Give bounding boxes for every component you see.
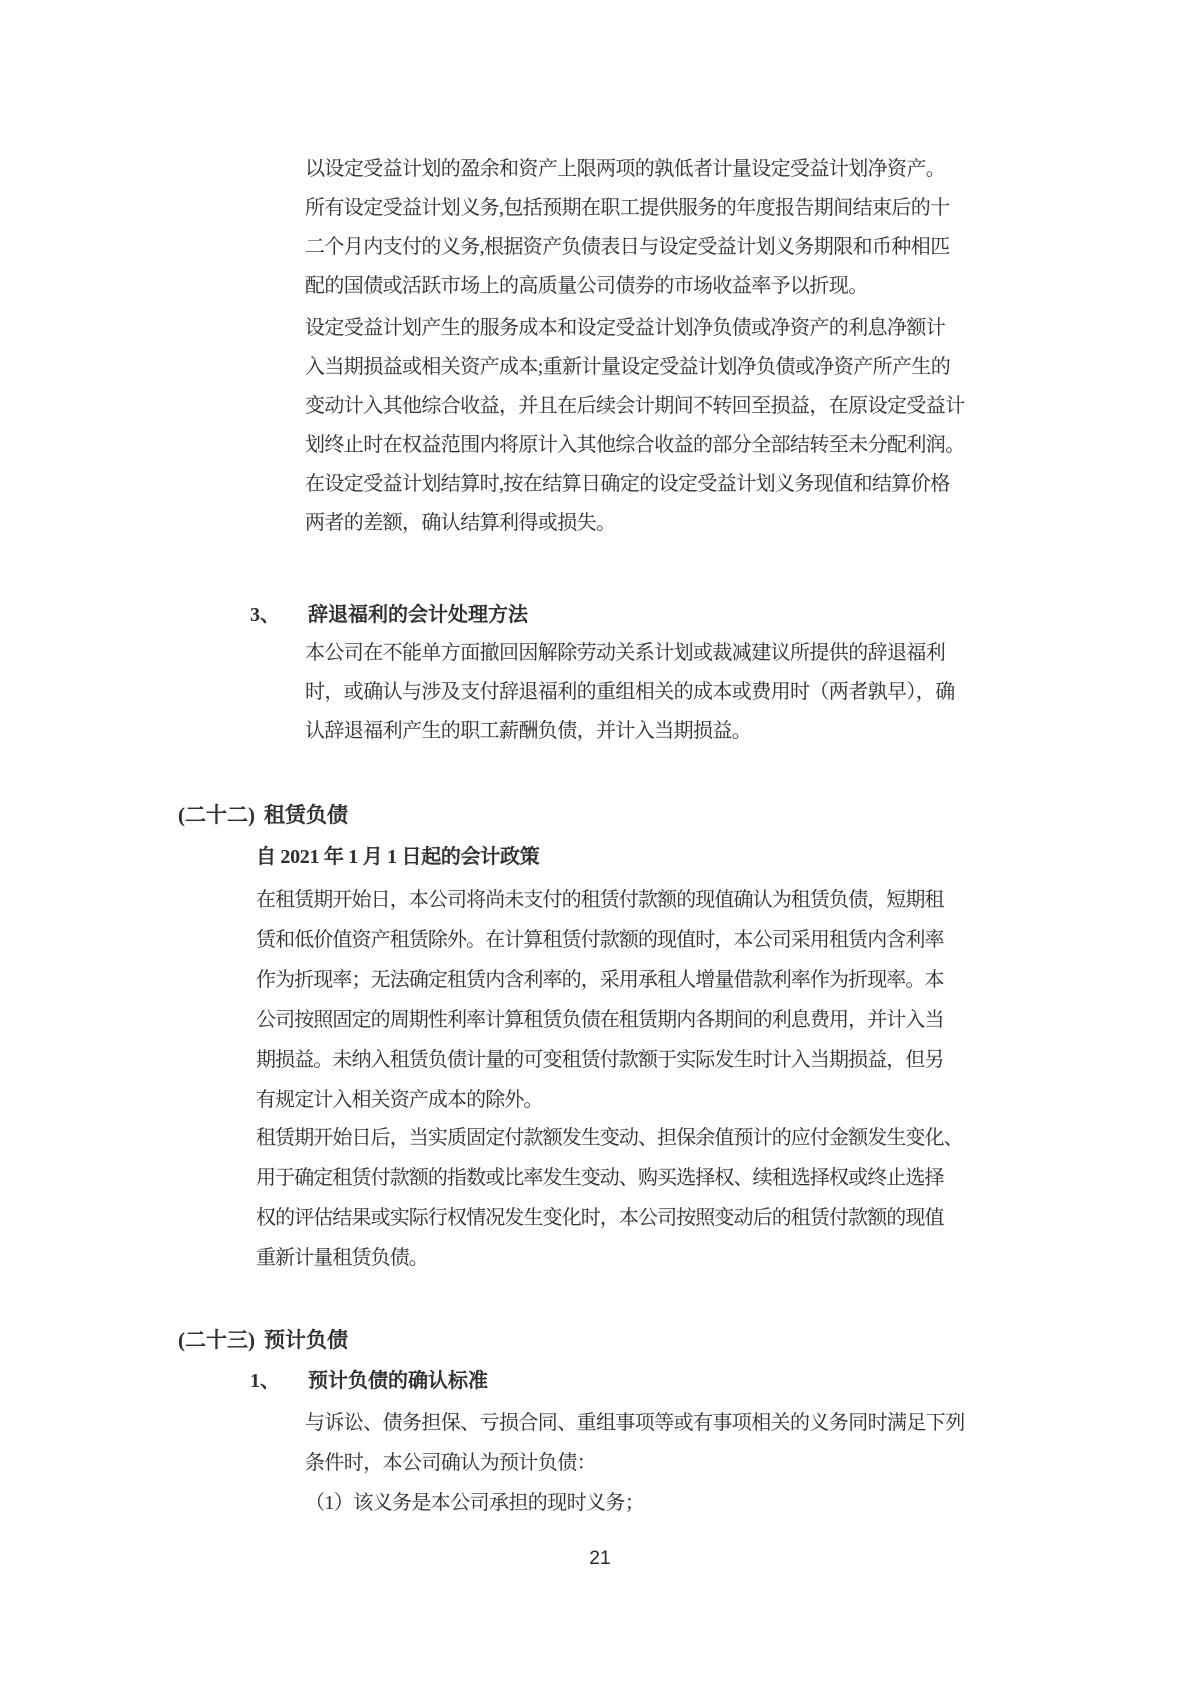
- text-line: 划终止时在权益范围内将原计入其他综合收益的部分全部结转至未分配利润。: [305, 434, 965, 456]
- page-number: 21: [589, 1548, 611, 1569]
- paragraph-termination-benefits: [305, 634, 955, 751]
- text-line: 两者的差额，确认结算利得或损失。: [305, 512, 616, 534]
- heading-recognition-criteria: [250, 1366, 488, 1396]
- text-line: 入当期损益或相关资产成本;重新计量设定受益计划净负债或净资产所产生的: [305, 356, 951, 378]
- text-line: 赁和低价值资产租赁除外。在计算租赁付款额的现值时，本公司采用租赁内含利率: [256, 929, 944, 951]
- heading-title: 辞退福利的会计处理方法: [308, 604, 528, 626]
- text-line: 时，或确认与涉及支付辞退福利的重组相关的成本或费用时（两者孰早），确: [305, 681, 955, 703]
- heading-termination-benefits: [250, 600, 528, 630]
- heading-number: 3、: [250, 604, 280, 626]
- section-title: 租赁负债: [264, 803, 348, 827]
- section-title: 预计负债: [264, 1328, 348, 1352]
- text-line: 用于确定租赁付款额的指数或比率发生变动、购买选择权、续租选择权或终止选择: [256, 1167, 944, 1189]
- text-line: 在租赁期开始日，本公司将尚未支付的租赁付款额的现值确认为租赁负债，短期租: [256, 889, 944, 911]
- text-line: 作为折现率；无法确定租赁内含利率的，采用承租人增量借款利率作为折现率。本: [256, 969, 944, 991]
- text-line: （1）该义务是本公司承担的现时义务；: [305, 1492, 645, 1514]
- text-line: 二个月内支付的义务,根据资产负债表日与设定受益计划义务期限和币种相匹: [305, 236, 950, 258]
- text-line: 本公司在不能单方面撤回因解除劳动关系计划或裁减建议所提供的辞退福利: [305, 642, 946, 664]
- heading-estimated-liabilities: [178, 1325, 348, 1355]
- section-number: (二十三): [178, 1328, 255, 1352]
- paragraph-recognition-criteria: [305, 1403, 965, 1523]
- text-line: 所有设定受益计划义务,包括预期在职工提供服务的年度报告期间结束后的十: [305, 197, 950, 219]
- text-line: 与诉讼、债务担保、亏损合同、重组事项等或有事项相关的义务同时满足下列: [305, 1412, 965, 1434]
- paragraph-pension-cost: [305, 309, 965, 543]
- text-line: 权的评估结果或实际行权情况发生变化时，本公司按照变动后的租赁付款额的现值: [256, 1207, 944, 1229]
- text-line: 公司按照固定的周期性利率计算租赁负债在租赁期内各期间的利息费用，并计入当: [256, 1009, 944, 1031]
- text-line: 有规定计入相关资产成本的除外。: [256, 1089, 543, 1111]
- text-line: 变动计入其他综合收益，并且在后续会计期间不转回至损益，在原设定受益计: [305, 395, 965, 417]
- paragraph-lease-initial: [256, 880, 944, 1120]
- paragraph-pension-measurement: [305, 150, 950, 306]
- text-line: 条件时，本公司确认为预计负债：: [305, 1452, 596, 1474]
- text-line: 设定受益计划产生的服务成本和设定受益计划净负债或净资产的利息净额计: [305, 317, 946, 339]
- text-line: 配的国债或活跃市场上的高质量公司债券的市场收益率予以折现。: [305, 275, 868, 297]
- heading-title: 预计负债的确认标准: [308, 1370, 488, 1392]
- text-line: 以设定受益计划的盈余和资产上限两项的孰低者计量设定受益计划净资产。: [305, 158, 946, 180]
- heading-accounting-policy-2021: 自 2021 年 1 月 1 日起的会计政策: [256, 846, 540, 868]
- paragraph-lease-remeasurement: [256, 1118, 963, 1278]
- text-line: 重新计量租赁负债。: [256, 1247, 428, 1269]
- heading-lease-liabilities: [178, 800, 348, 830]
- heading-number: 1、: [250, 1370, 280, 1392]
- section-number: (二十二): [178, 803, 255, 827]
- text-line: 租赁期开始日后，当实质固定付款额发生变动、担保余值预计的应付金额发生变化、: [256, 1127, 963, 1149]
- text-line: 期损益。未纳入租赁负债计量的可变租赁付款额于实际发生时计入当期损益，但另: [256, 1049, 944, 1071]
- text-line: 认辞退福利产生的职工薪酬负债，并计入当期损益。: [305, 720, 752, 742]
- text-line: 在设定受益计划结算时,按在结算日确定的设定受益计划义务现值和结算价格: [305, 473, 950, 495]
